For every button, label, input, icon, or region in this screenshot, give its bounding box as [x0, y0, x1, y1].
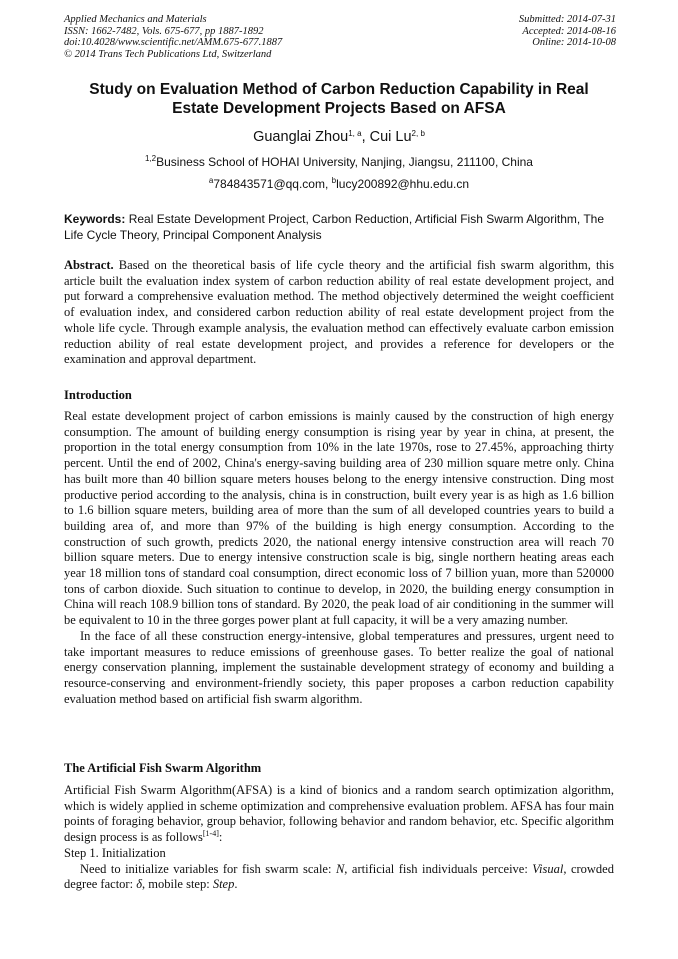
copyright-line: © 2014 Trans Tech Publications Ltd, Switzerland	[64, 48, 272, 60]
journal-header-left	[64, 14, 282, 60]
variable-n: N	[335, 861, 345, 876]
afsa-paragraph-1-end: :	[218, 830, 223, 845]
step-1-text-d: , mobile step:	[142, 877, 213, 892]
author-2-marker: 2, b	[411, 129, 425, 138]
step-1-text-a: Need to initialize variables for fish swarm scale:	[80, 861, 336, 876]
author-emails	[64, 177, 614, 191]
email-1: 784843571@qq.com	[213, 177, 325, 191]
variable-visual: Visual	[532, 861, 564, 876]
step-1-text-b: , artificial fish individuals perceive:	[344, 861, 533, 876]
email-separator: ,	[324, 177, 332, 191]
paper-title	[64, 81, 614, 118]
afsa-paragraph-1-text: Artificial Fish Swarm Algorithm(AFSA) is a kind of bionics and a random search optimization algorithm, which is widely applied in scheme optimization and comprehensive evaluation problem. AFSA has four main points of foraging behavior, group behavior, following behavior and random behavior, etc. Specific algorithm design process is as follows	[64, 783, 614, 845]
abstract-block	[64, 258, 614, 368]
step-1-description	[64, 862, 614, 893]
variable-delta: δ	[136, 877, 142, 892]
step-1-title: Step 1. Initialization	[64, 845, 166, 860]
email-1-marker: a	[208, 176, 214, 185]
variable-step: Step	[212, 877, 235, 892]
keywords-text: Real Estate Development Project, Carbon Reduction, Artificial Fish Swarm Algorithm, The Life Cycle Theory, Principal Component Analysis	[64, 212, 605, 242]
author-list	[64, 129, 614, 145]
affiliation-text: Business School of HOHAI University, Nanjing, Jiangsu, 211100, China	[156, 155, 533, 169]
email-2: lucy200892@hhu.edu.cn	[336, 177, 470, 191]
afsa-heading: The Artificial Fish Swarm Algorithm	[64, 761, 262, 775]
author-1: Guanglai Zhou	[253, 129, 349, 145]
introduction-paragraph-1: Real estate development project of carbon emissions is mainly caused by the construction of high energy consumption. The amount of building energy consumption is rising year by year in china, at present, the proportion in the total energy consumption from 10% in the late 1970s, rose to 27.45%, approaching thirty percent. Until the end of 2002, China's energy-saving building area of 230 million square metre only. China has built more than 40 billion square meters houses belong to the energy intensive construction. Ding most productive period according to the analysis, china is in construction, built every year is as high as 1.6 billion to 1.6 billion square meters, building area of more than the sum of all developed countries years to build a building area of, and more than 97% of the building is high energy consumption. According to the construction of such growth, predicts 2020, the national energy intensive construction area will reach 70 billion square meters. Due to energy intensive construction scale is big, single northern heating areas each year 18 million tons of standard coal consumption, direct economic loss of 7 billion yuan, more than 520000 tons of carbon dioxide. Such situation to continue to develop, in 2020, the building energy consumption in China will reach 108.9 billion tons of standard. By 2020, the peak load of air conditioning in the summer will be equivalent to 10 in the three gorges power plant at full capacity, it will be a very amazing number.	[64, 409, 614, 628]
online-date: Online: 2014-10-08	[532, 37, 616, 49]
submitted-date: Submitted: 2014-07-31	[518, 14, 616, 25]
journal-header-right	[519, 14, 616, 49]
title-line-1: Study on Evaluation Method of Carbon Reduction Capability in Real	[89, 81, 589, 98]
keywords-label: Keywords:	[64, 212, 126, 226]
introduction-heading: Introduction	[64, 388, 132, 402]
introduction-paragraph-2: In the face of all these construction energy-intensive, global temperatures and pressures, urgent need to take important measures to reduce emissions of greenhouse gases. To better realize the goal of national energy conservation planning, implement the sustainable development strategy of economy and building a resource-conserving and environment-friendly society, this paper proposes a carbon reduction capability evaluation method based on artificial fish swarm algorithm.	[64, 628, 614, 706]
affiliation	[64, 155, 614, 169]
introduction-body	[64, 409, 614, 707]
journal-name: Applied Mechanics and Materials	[64, 14, 207, 25]
keywords-block	[64, 212, 614, 243]
email-2-marker: b	[331, 176, 337, 185]
abstract-text: Based on the theoretical basis of life cycle theory and the artificial fish swarm algorithm, this article built the evaluation index system of carbon reduction ability of real estate development project, and put forward a comprehensive evaluation method. The method objectively determined the weight coefficient of evaluation index, and considered carbon reduction ability of real estate development project from the whole life cycle. Through example analysis, the evaluation method can effectively evaluate carbon emission reduction ability of real estate development project, and provides a reference for developers or the examination and approval department.	[64, 258, 615, 367]
accepted-date: Accepted: 2014-08-16	[522, 25, 616, 37]
afsa-paragraph-1	[64, 783, 614, 846]
afsa-body	[64, 783, 614, 893]
abstract-label: Abstract.	[64, 258, 114, 272]
doi-line: doi:10.4028/www.scientific.net/AMM.675-677.1887	[64, 37, 283, 49]
reference-marker: [1-4]	[202, 829, 219, 839]
step-1-text-e: .	[234, 877, 238, 892]
issn-line: ISSN: 1662-7482, Vols. 675-677, pp 1887-1892	[64, 25, 264, 37]
affiliation-marker: 1,2	[145, 154, 157, 163]
title-line-2: Estate Development Projects Based on AFSA	[172, 99, 506, 117]
author-2: Cui Lu	[369, 129, 412, 145]
author-separator: ,	[361, 129, 370, 145]
step-1-text-c: , crowded degree factor:	[64, 861, 614, 892]
author-1-marker: 1, a	[348, 129, 362, 138]
